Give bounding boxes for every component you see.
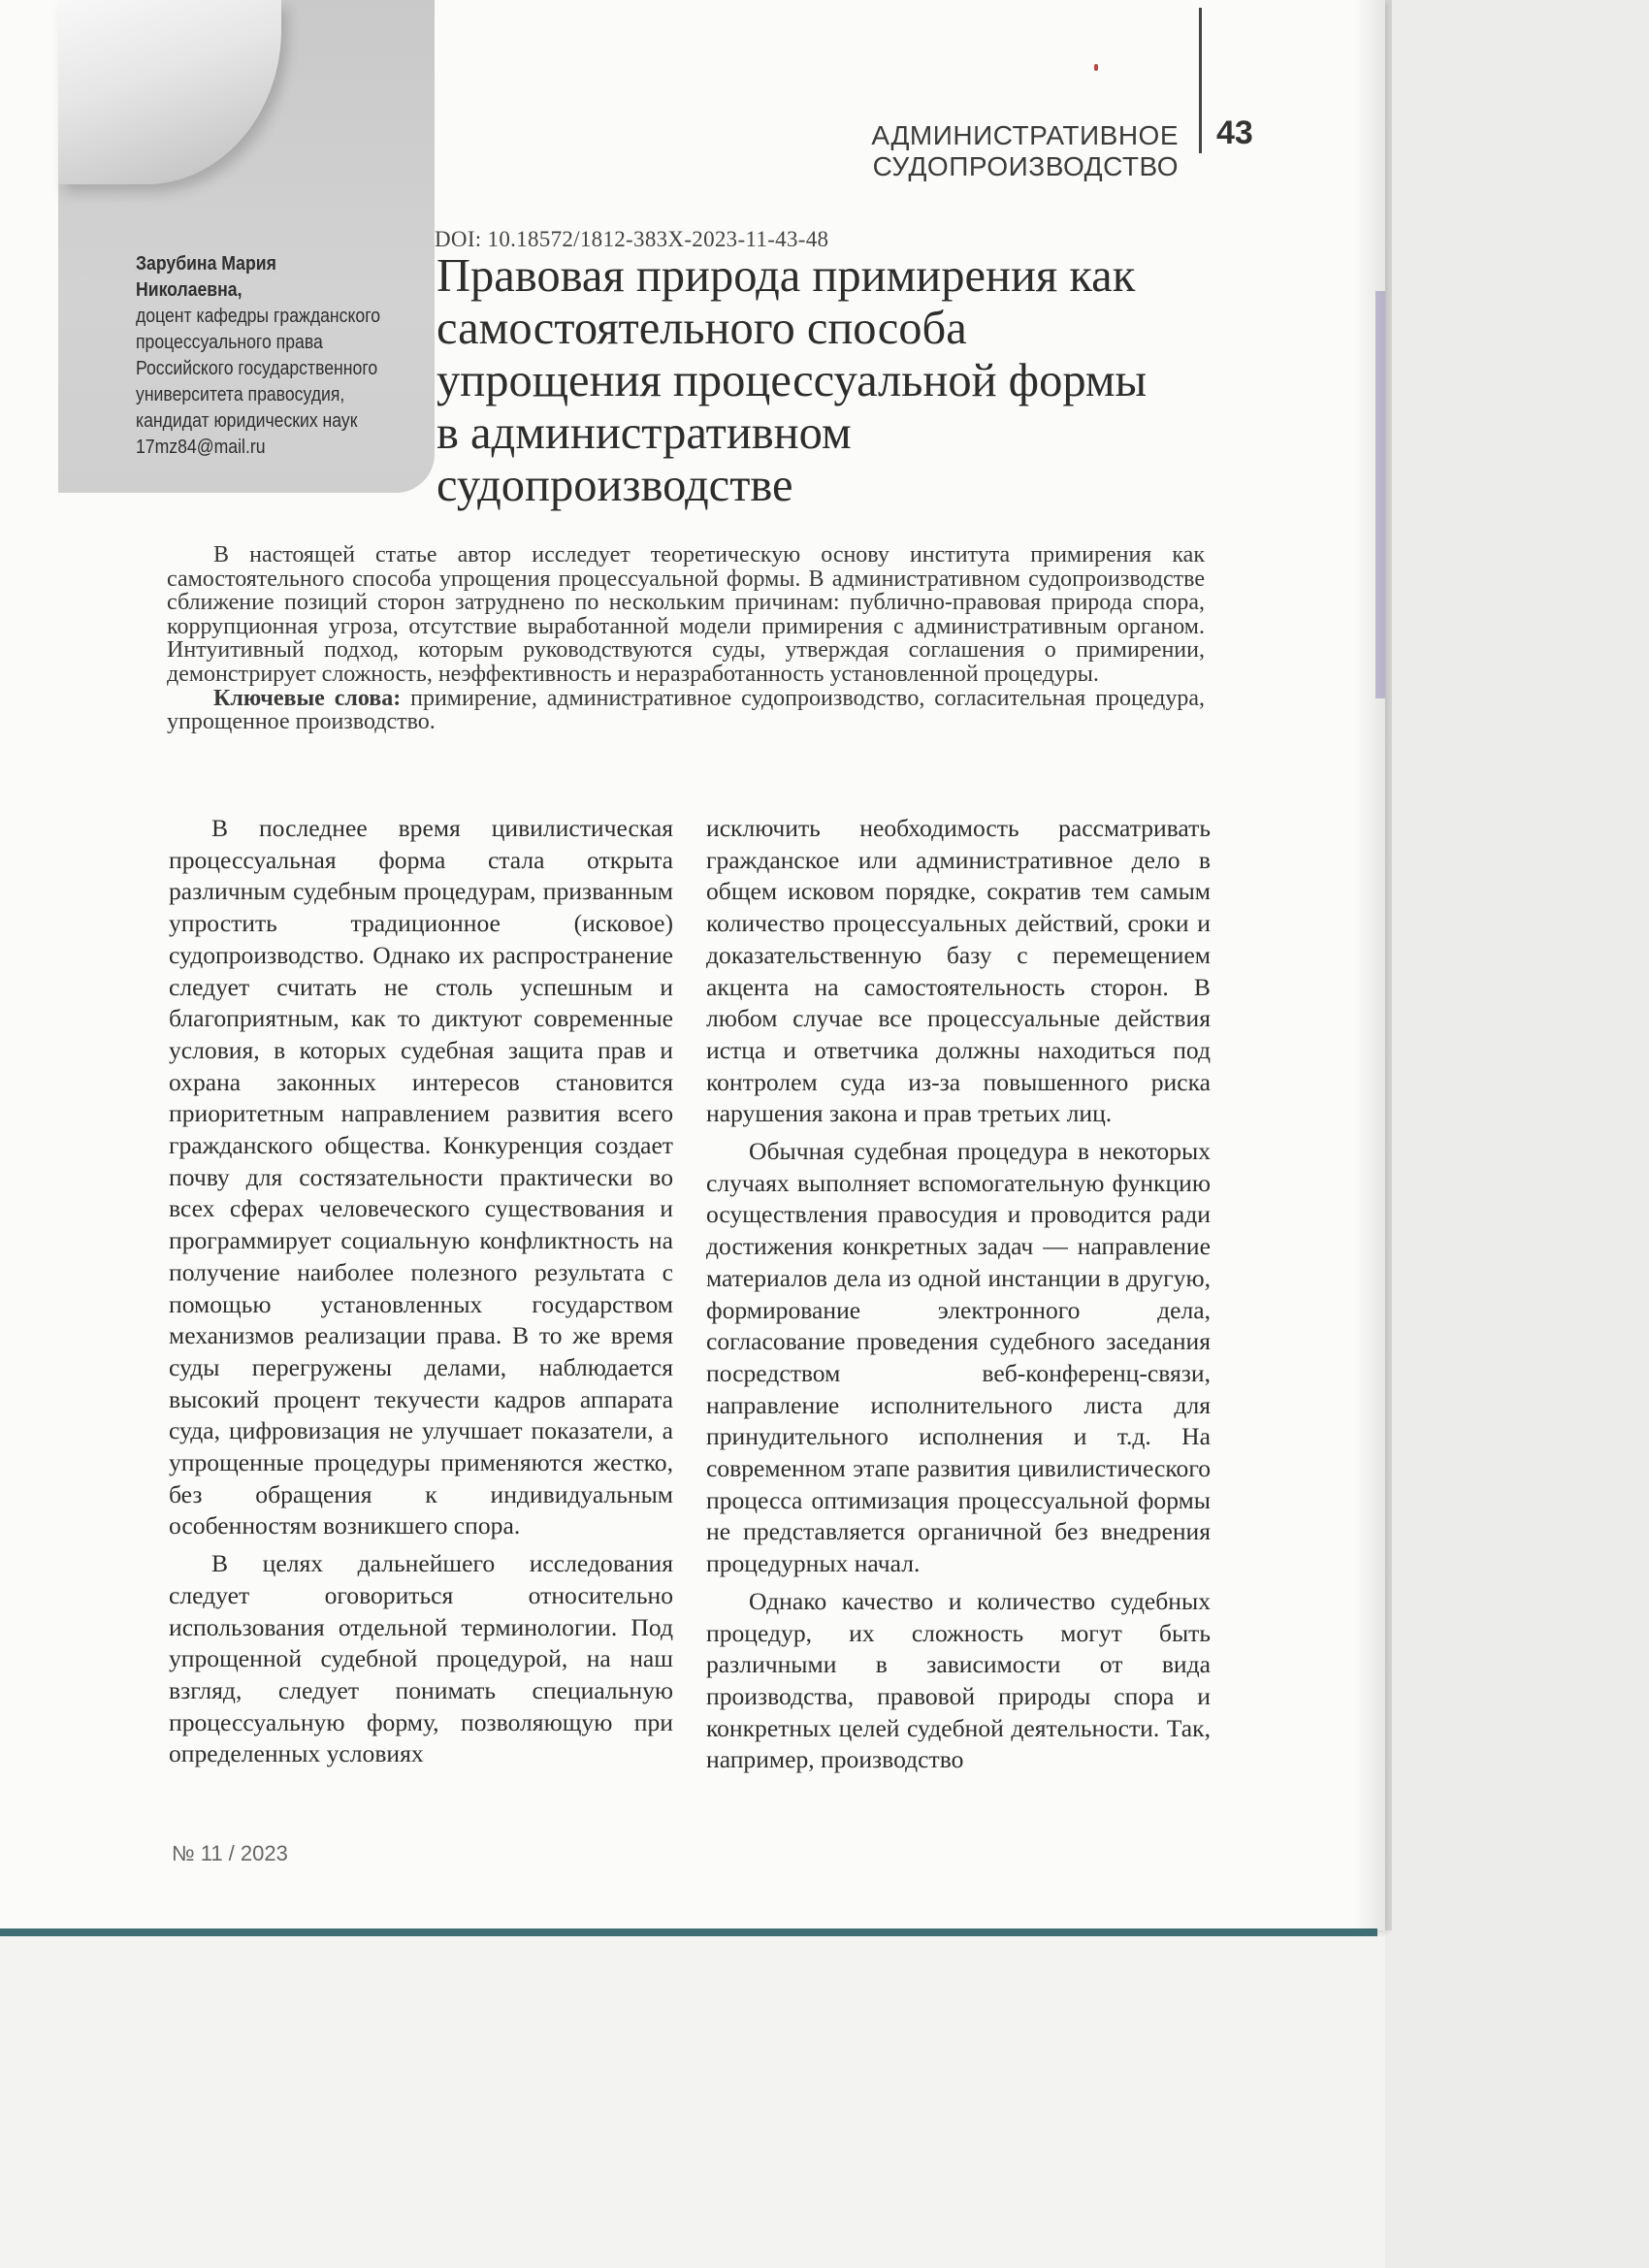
scan-background	[1385, 0, 1649, 2268]
article-title: Правовая природа примирения как самостоятельного способа упрощения процессуальной формы в административном судопроизводстве	[436, 250, 1148, 511]
author-position: доцент кафедры гражданского	[136, 305, 381, 327]
paragraph: В целях дальнейшего исследования следует оговориться относительно использования отдельной терминологии. Под упрощенной судебной процедурой, на наш взгляд, следует понимать специальную процессуальную форму, позволяющую при определенных условиях	[169, 1549, 673, 1768]
author-university-cont: университета правосудия,	[136, 383, 345, 405]
author-degree: кандидат юридических наук	[136, 409, 358, 432]
running-head-section: АДМИНИСТРАТИВНОЕ СУДОПРОИЗВОДСТВО	[871, 120, 1179, 181]
keywords-label: Ключевые слова:	[213, 685, 402, 711]
paragraph: Однако качество и количество судебных процедур, их сложность могут быть различными в зависимости от вида производства, правовой природы спора и конкретных целей судебной деятельности. Так, например, производство	[706, 1586, 1211, 1774]
paragraph-continued: исключить необходимость рассматривать гражданское или административное дело в общем исковом порядке, сократив тем самым количество процессуальных действий, сроки и доказательственную базу с перемещением акцента на самостоятельность сторон. В любом случае все процессуальные действия истца и ответчика должны находиться под контролем суда из-за повышенного риска нарушения закона и прав третьих лиц.	[706, 814, 1211, 1128]
keywords	[167, 687, 1205, 734]
body-column-right	[706, 813, 1211, 1776]
page-number: 43	[1216, 114, 1253, 151]
author-email: 17mz84@mail.ru	[136, 436, 266, 458]
doi: DOI: 10.18572/1812-383X-2023-11-43-48	[435, 227, 829, 251]
keywords-text: примирение, административное судопроизводство, согласительная процедура, упрощенное производство.	[167, 685, 1205, 735]
abstract-text: В настоящей статье автор исследует теоретическую основу института примирения как самостоятельного способа упрощения процессуальной формы. В административном судопроизводстве сближение позиций сторон затруднено по нескольким причинам: публично-правовая природа спора, коррупционная угроза, отсутствие выработанной модели примирения с административным органом. Интуитивный подход, которым руководствуются суды, утверждая соглашения о примирении, демонстрирует сложность, неэффективность и неразработанность установленной процедуры.	[167, 542, 1205, 687]
issue-number: № 11 / 2023	[172, 1841, 288, 1865]
body-column-left	[169, 813, 673, 1770]
abstract	[167, 543, 1205, 734]
author-department: процессуального права	[136, 331, 323, 353]
scan-speck	[1094, 64, 1098, 71]
header-divider	[1199, 8, 1202, 153]
author-university: Российского государственного	[136, 357, 378, 379]
author-info	[136, 250, 386, 460]
page-bottom-edge	[0, 1928, 1377, 1936]
author-name: Зарубина Мария Николаевна,	[136, 252, 276, 301]
paragraph: Обычная судебная процедура в некоторых случаях выполняет вспомогательную функцию осуществления правосудия и проводится ради достижения конкретных задач — направление материалов дела из одной инстанции в другую, формирование электронного дела, согласование проведения судебного заседания посредством веб-конференц-связи, направление исполнительного листа для принудительного исполнения и т.д. На современном этапе развития цивилистического процесса оптимизация процессуальной формы не представляется органичной без внедрения процедурных начал.	[706, 1137, 1211, 1578]
page-shadow	[1353, 0, 1392, 1930]
paragraph: В последнее время цивилистическая процессуальная форма стала открыта различным судебным процедурам, призванным упростить традиционное (исковое) судопроизводство. Однако их распространение следует считать не столь успешным и благоприятным, как то диктуют современные условия, в которых судебная защита прав и охрана законных интересов становится приоритетным направлением развития всего гражданского общества. Конкуренция создает почву для состязательности практически во всех сферах человеческого существования и программирует социальную конфликтность на получение наиболее полезного результата с помощью установленных государством механизмов реализации права. В то же время суды перегружены делами, наблюдается высокий процент текучести кадров аппарата суда, цифровизация не улучшает показатели, а упрощенные процедуры применяются жестко, без обращения к индивидуальным особенностям возникшего спора.	[169, 814, 673, 1540]
